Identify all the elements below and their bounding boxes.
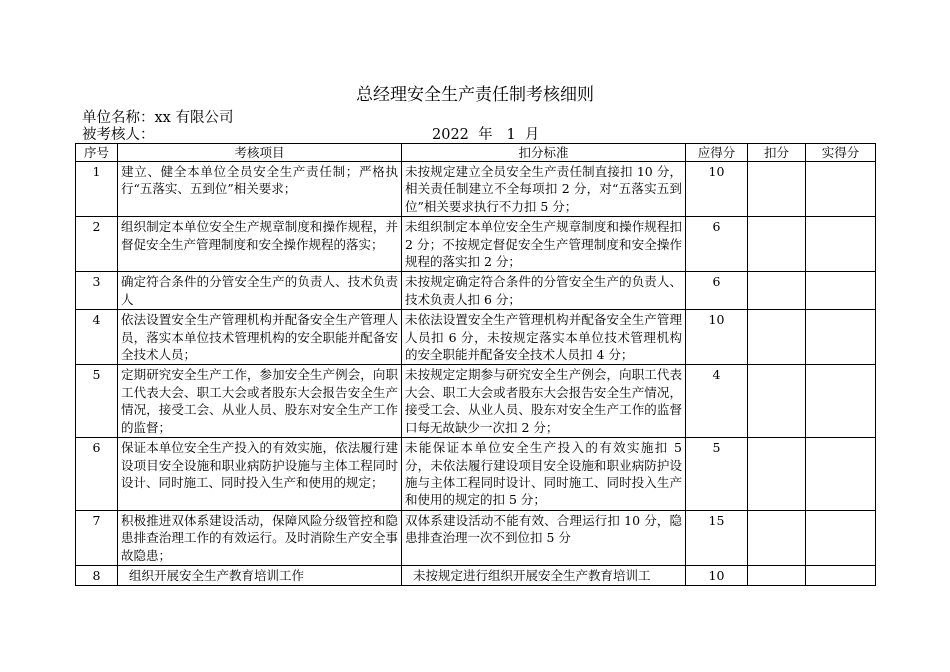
row-criteria: 未能保证本单位安全生产投入的有效实施扣 5 分，未依法履行建设项目安全设施和职业病防护设施与主体工程同时设计、同时施工、同时投入生产和使用的规定的扣 5 分；: [402, 438, 686, 511]
row-score: 10: [686, 310, 748, 365]
table-row: [76, 217, 876, 272]
row-actual[interactable]: [806, 565, 876, 585]
assessee-label: 被考核人：: [82, 127, 155, 143]
row-item: 组织开展安全生产教育培训工作: [118, 565, 402, 585]
header-actual: 实得分: [806, 144, 876, 162]
row-no: 1: [76, 162, 118, 217]
row-criteria: 双体系建设活动不能有效、合理运行扣 10 分，隐患排查治理一次不到位扣 5 分: [402, 510, 686, 565]
row-criteria: 未按规定定期参与研究安全生产例会，向职工代表大会、职工大会或者股东大会报告安全生产情况，接受工会、从业人员、股东对安全生产工作的监督口每无故缺少一次扣 2 分；: [402, 365, 686, 438]
row-criteria: 未依法设置安全生产管理机构并配备安全生产管理人员扣 6 分，未按规定落实本单位技术管理机构的安全职能并配备安全技术人员扣 4 分；: [402, 310, 686, 365]
header-criteria: 扣分标准: [402, 144, 686, 162]
table-row: [76, 162, 876, 217]
row-score: 10: [686, 162, 748, 217]
table-row: [76, 272, 876, 310]
row-no: 6: [76, 438, 118, 511]
header-item: 考核项目: [118, 144, 402, 162]
header-no: 序号: [76, 144, 118, 162]
row-actual[interactable]: [806, 438, 876, 511]
row-actual[interactable]: [806, 365, 876, 438]
assessment-date: 2022 年 1 月: [432, 127, 540, 143]
row-score: 15: [686, 510, 748, 565]
row-score: 6: [686, 272, 748, 310]
header-deduction: 扣分: [748, 144, 806, 162]
table-row: [76, 438, 876, 511]
row-score: 5: [686, 438, 748, 511]
row-item: 组织制定本单位安全生产规章制度和操作规程，并督促安全生产管理制度和安全操作规程的落实；: [118, 217, 402, 272]
row-no: 2: [76, 217, 118, 272]
row-score: 10: [686, 565, 748, 585]
page-title: 总经理安全生产责任制考核细则: [356, 85, 594, 105]
row-item: 依法设置安全生产管理机构并配备安全生产管理人员，落实本单位技术管理机构的安全职能并配备安全技术人员；: [118, 310, 402, 365]
row-item: 建立、健全本单位全员安全生产责任制；严格执行“五落实、五到位”相关要求；: [118, 162, 402, 217]
row-item: 确定符合条件的分管安全生产的负责人、技术负责人: [118, 272, 402, 310]
row-actual[interactable]: [806, 162, 876, 217]
row-criteria: 未按规定进行组织开展安全生产教育培训工: [402, 565, 686, 585]
row-item: 积极推进双体系建设活动，保障风险分级管控和隐患排查治理工作的有效运行。及时消除生产安全事故隐患；: [118, 510, 402, 565]
row-actual[interactable]: [806, 217, 876, 272]
row-deduction[interactable]: [748, 438, 806, 511]
row-score: 6: [686, 217, 748, 272]
row-criteria: 未按规定确定符合条件的分管安全生产的负责人、技术负责人扣 6 分；: [402, 272, 686, 310]
row-no: 3: [76, 272, 118, 310]
unit-name-label: 单位名称：: [82, 110, 155, 126]
row-actual[interactable]: [806, 310, 876, 365]
row-deduction[interactable]: [748, 510, 806, 565]
row-actual[interactable]: [806, 510, 876, 565]
row-deduction[interactable]: [748, 365, 806, 438]
row-actual[interactable]: [806, 272, 876, 310]
row-deduction[interactable]: [748, 310, 806, 365]
table-header-row: [76, 144, 876, 162]
row-deduction[interactable]: [748, 272, 806, 310]
row-no: 8: [76, 565, 118, 585]
unit-name-value: xx 有限公司: [154, 110, 234, 126]
row-criteria: 未按规定建立全员安全生产责任制直接扣 10 分，相关责任制建立不全每项扣 2 分，对“五落实五到位”相关要求执行不力扣 5 分；: [402, 162, 686, 217]
row-no: 4: [76, 310, 118, 365]
row-item: 保证本单位安全生产投入的有效实施，依法履行建设项目安全设施和职业病防护设施与主体工程同时设计、同时施工、同时投入生产和使用的规定；: [118, 438, 402, 511]
assessment-table: [75, 143, 876, 586]
row-criteria: 未组织制定本单位安全生产规章制度和操作规程扣 2 分；不按规定督促安全生产管理制度和安全操作规程的落实扣 2 分；: [402, 217, 686, 272]
row-score: 4: [686, 365, 748, 438]
row-no: 7: [76, 510, 118, 565]
row-deduction[interactable]: [748, 565, 806, 585]
table-row: [76, 565, 876, 585]
row-deduction[interactable]: [748, 217, 806, 272]
header-score: 应得分: [686, 144, 748, 162]
row-no: 5: [76, 365, 118, 438]
row-deduction[interactable]: [748, 162, 806, 217]
table-row: [76, 510, 876, 565]
table-row: [76, 310, 876, 365]
row-item: 定期研究安全生产工作，参加安全生产例会，向职工代表大会、职工大会或者股东大会报告安全生产情况，接受工会、从业人员、股东对安全生产工作的监督；: [118, 365, 402, 438]
table-row: [76, 365, 876, 438]
